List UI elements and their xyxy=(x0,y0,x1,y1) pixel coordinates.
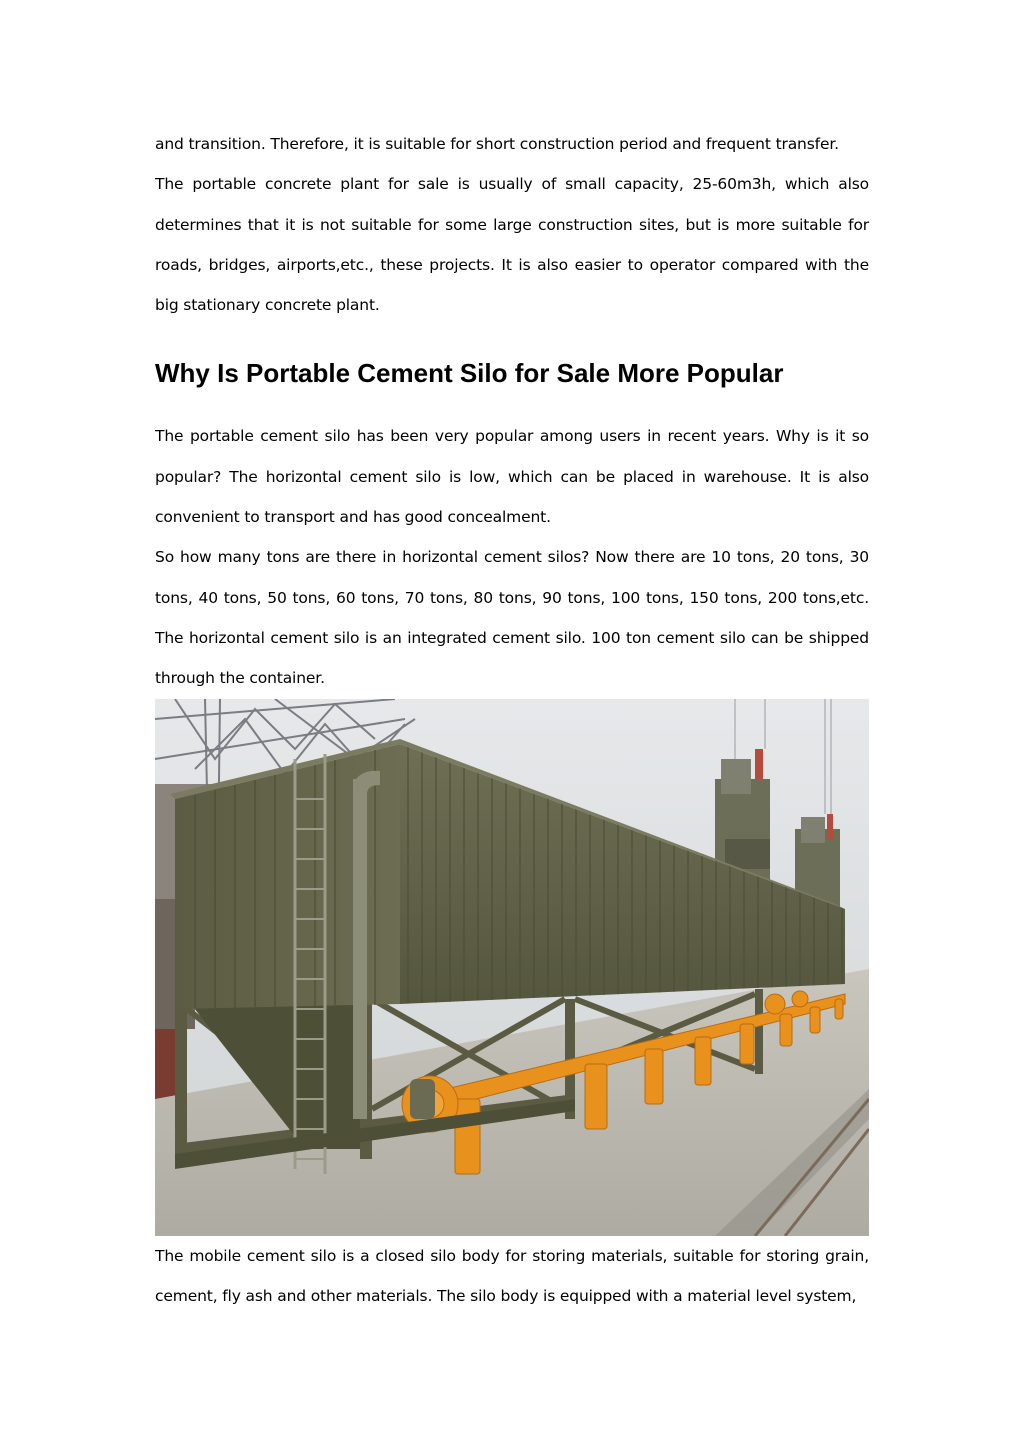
paragraph-portable-silo-popularity: The portable cement silo has been very popular among users in recent years. Why is it so popular? The horizontal cement silo is low, which can be placed in warehouse. It is also convenient to transport and has good concealment. xyxy=(155,427,869,527)
paragraph-portable-concrete-plant: The portable concrete plant for sale is usually of small capacity, 25-60m3h, which also determines that it is not suitable for some large construction sites, but is more suitable for roads, bridges, airports,etc., these projects. It is also easier to operator compared with the big stationary concrete plant. xyxy=(155,175,869,315)
cement-silo-photo xyxy=(155,699,869,1236)
document-page xyxy=(155,124,869,1316)
section-heading: Why Is Portable Cement Silo for Sale More Popular xyxy=(155,358,784,389)
paragraph-transition: and transition. Therefore, it is suitable for short construction period and frequent transfer. xyxy=(155,135,839,153)
paragraph-mobile-cement-silo: The mobile cement silo is a closed silo body for storing materials, suitable for storing grain, cement, fly ash and other materials. The silo body is equipped with a material level system, xyxy=(155,1246,869,1305)
paragraph-silo-tonnage: So how many tons are there in horizontal cement silos? Now there are 10 tons, 20 tons, 30 tons, 40 tons, 50 tons, 60 tons, 70 tons, 80 tons, 90 tons, 100 tons, 150 tons, 200 tons,etc. The horizontal cement silo is an integrated cement silo. 100 ton cement silo can be shipped through the container. xyxy=(155,548,869,688)
